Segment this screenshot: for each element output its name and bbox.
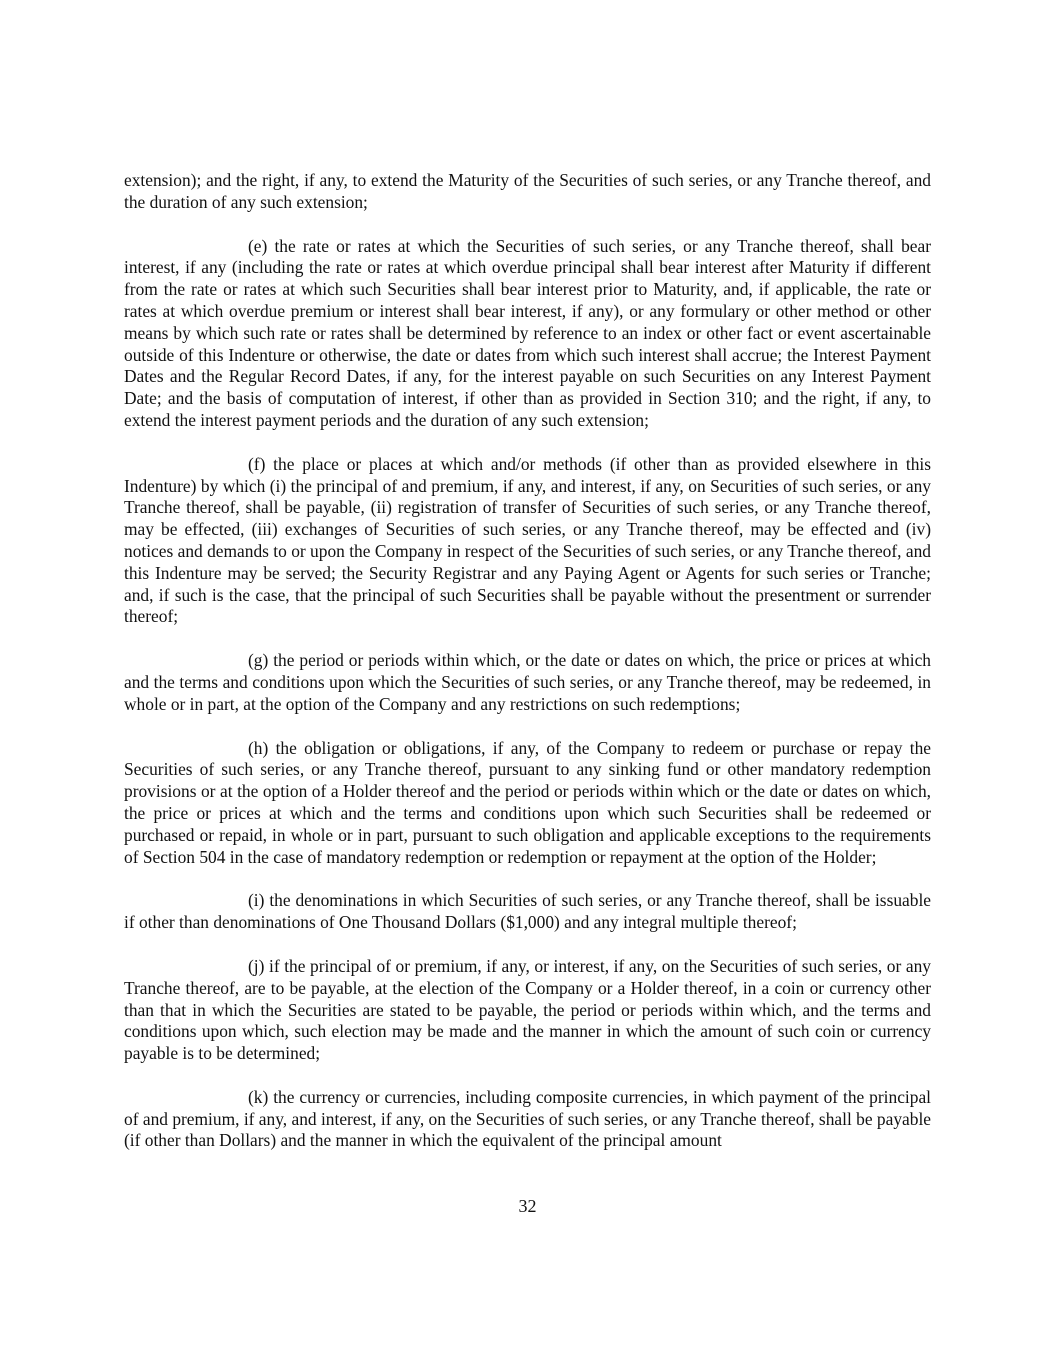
paragraph-k: (k) the currency or currencies, including composite currencies, in which payment of the principal of and premium, if any, and interest, if any, on the Securities of such series, or any Tranche thereof, shall be payable (if other than Dollars) and the manner in which the equivalent of the principal amount bbox=[124, 1086, 931, 1151]
paragraph-g: (g) the period or periods within which, or the date or dates on which, the price or prices at which and the terms and conditions upon which the Securities of such series, or any Tranche thereof, may be redeemed, in whole or in part, at the option of the Company and any restrictions on such redemptions; bbox=[124, 650, 931, 714]
document-body bbox=[124, 170, 931, 1174]
paragraph-h: (h) the obligation or obligations, if any, of the Company to redeem or purchase or repay the Securities of such series, or any Tranche thereof, pursuant to any sinking fund or other mandatory redemption provisions or at the option of a Holder thereof and the period or periods within which or the date or dates on which, the price or prices at which and the terms and conditions upon which such Securities shall be redeemed or purchased or repaid, in whole or in part, pursuant to such obligation and applicable exceptions to the requirements of Section 504 in the case of mandatory redemption or redemption or repayment at the option of the Holder; bbox=[124, 737, 931, 867]
paragraph-j: (j) if the principal of or premium, if any, or interest, if any, on the Securities of such series, or any Tranche thereof, are to be payable, at the election of the Company or a Holder thereof, in a coin or currency other than that in which the Securities are stated to be payable, the period or periods within which, and the terms and conditions upon which, such election may be made and the manner in which the amount of such coin or currency payable is to be determined; bbox=[124, 955, 931, 1064]
paragraph-f: (f) the place or places at which and/or methods (if other than as provided elsewhere in this Indenture) by which (i) the principal of and premium, if any, and interest, if any, on Securities of such series, or any Tranche thereof, shall be payable, (ii) registration of transfer of Securities of such series, or any Tranche thereof, may be effected, (iii) exchanges of Securities of such series, or any Tranche thereof, may be effected and (iv) notices and demands to or upon the Company in respect of the Securities of such series, or any Tranche thereof, and this Indenture may be served; the Security Registrar and any Paying Agent or Agents for such series or Tranche; and, if such is the case, that the principal of such Securities shall be payable without the presentment or surrender thereof; bbox=[124, 453, 931, 627]
page-number: 32 bbox=[518, 1196, 537, 1216]
paragraph-e: (e) the rate or rates at which the Securities of such series, or any Tranche thereof, shall bear interest, if any (including the rate or rates at which overdue principal shall bear interest after Maturity if different from the rate or rates at which such Securities shall bear interest prior to Maturity, and, if applicable, the rate or rates at which overdue premium or interest shall bear interest, if any), or any formulary or other method or other means by which such rate or rates shall be determined by reference to an index or other fact or event ascertainable outside of this Indenture or otherwise, the date or dates from which such interest shall accrue; the Interest Payment Dates and the Regular Record Dates, if any, for the interest payable on such Securities on any Interest Payment Date; and the basis of computation of interest, if other than as provided in Section 310; and the right, if any, to extend the interest payment periods and the duration of any such extension; bbox=[124, 235, 931, 430]
paragraph-continuation: extension); and the right, if any, to extend the Maturity of the Securities of such series, or any Tranche thereof, and the duration of any such extension; bbox=[124, 170, 931, 212]
paragraph-i: (i) the denominations in which Securities of such series, or any Tranche thereof, shall be issuable if other than denominations of One Thousand Dollars ($1,000) and any integral multiple thereof; bbox=[124, 890, 931, 933]
